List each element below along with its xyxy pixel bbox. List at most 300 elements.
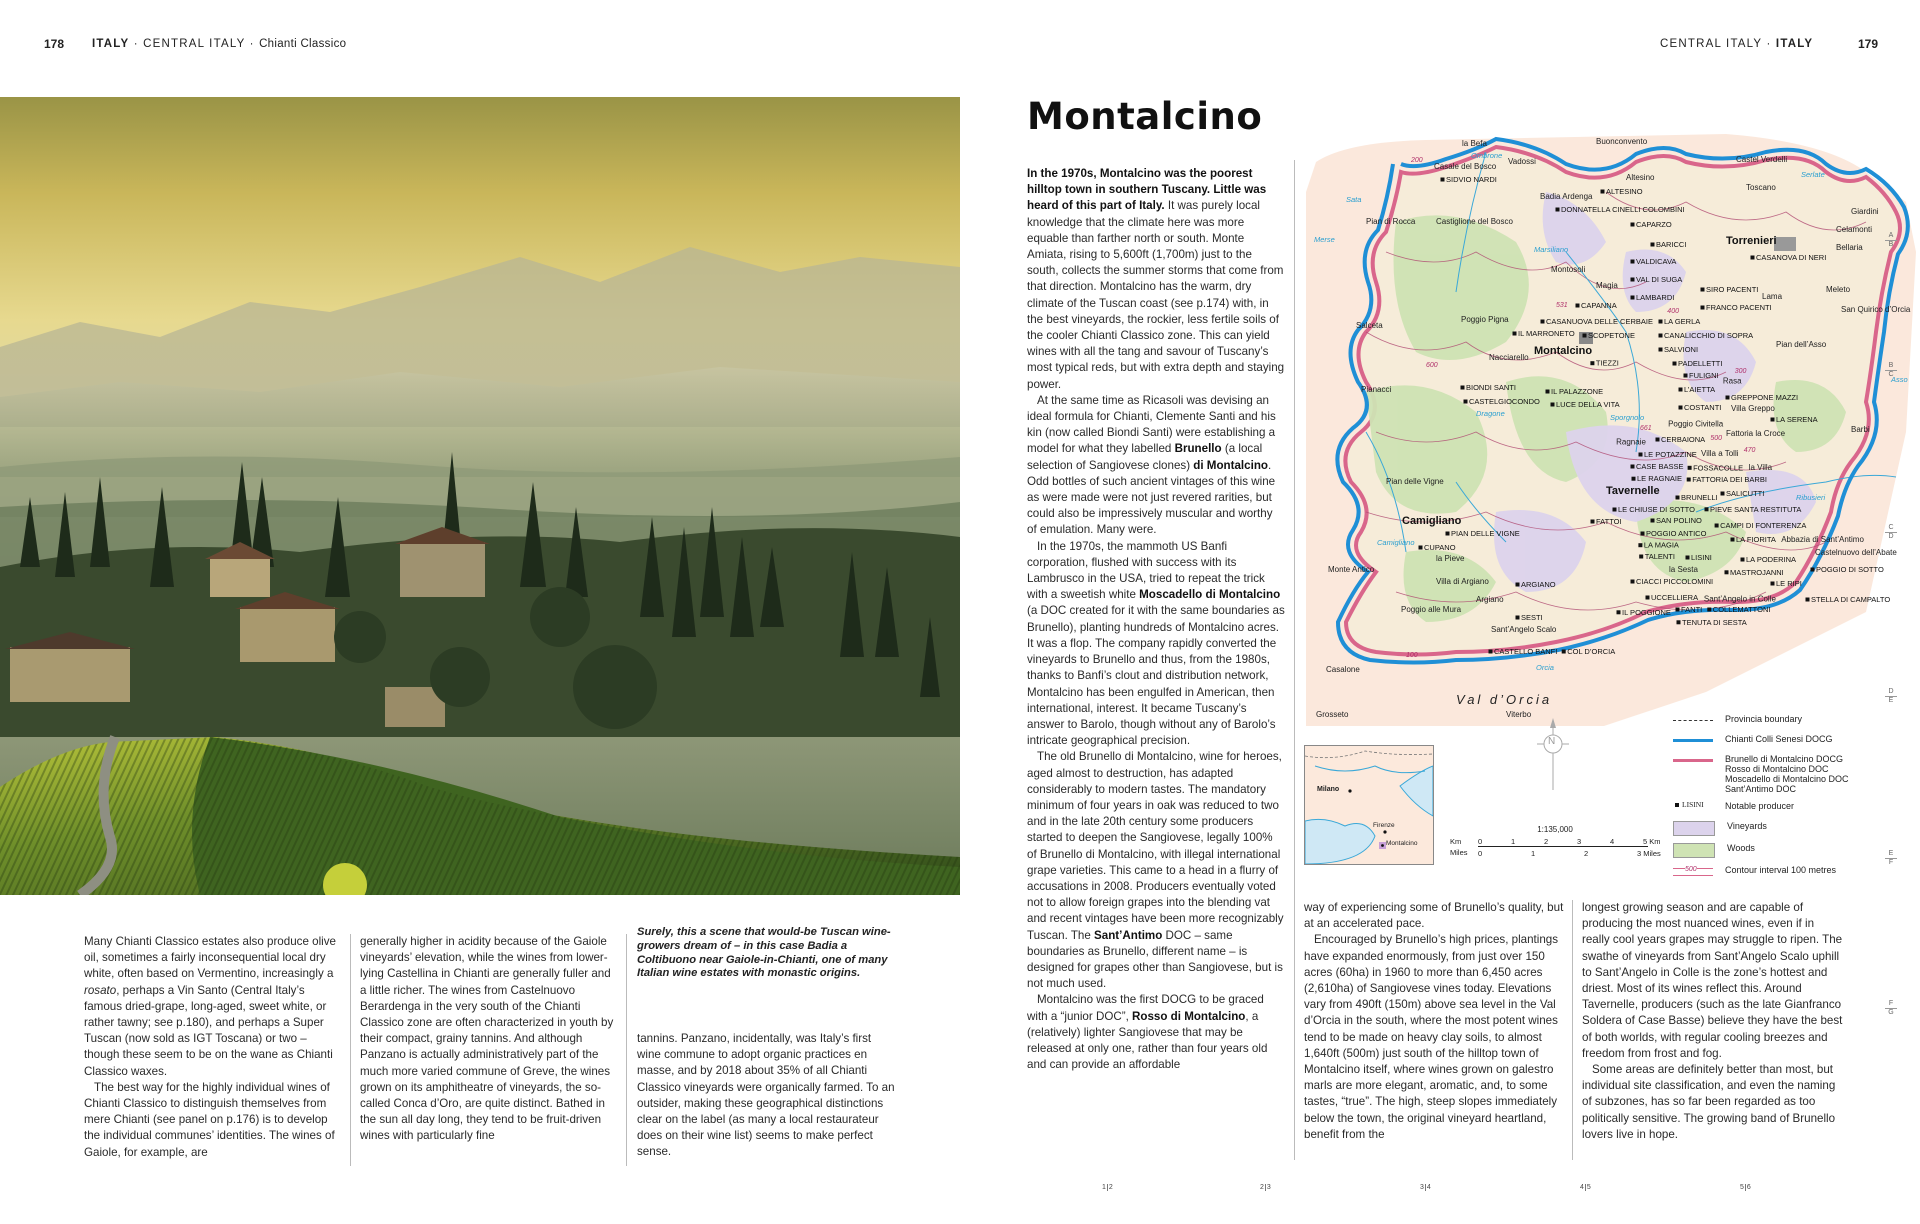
producer-label: TIEZZI [1595, 358, 1619, 368]
map-town-label: Poggio alle Mura [1401, 605, 1462, 614]
producer-marker [1811, 568, 1815, 572]
map-grid-edge-marker [1885, 850, 1897, 867]
map-town-label: Magia [1596, 281, 1618, 290]
bold-run: Sant’Antimo [1094, 928, 1163, 942]
producer-marker [1631, 296, 1635, 300]
body-paragraph [637, 1031, 895, 1161]
producer-label: SALICUTTI [1726, 489, 1765, 498]
legend-swatch-chianti [1673, 734, 1713, 747]
grid-number-right: 6 [1746, 1184, 1751, 1191]
map-town-label: Sant’Angelo Scalo [1491, 625, 1557, 634]
map-town-label: Castelnuovo dell’Abate [1815, 547, 1897, 557]
legend-item-chianti [1673, 734, 1913, 747]
river-label: Orcia [1536, 663, 1554, 672]
producer-marker [1676, 496, 1680, 500]
text-run: generally higher in acidity because of the Gaiole vineyards’ elevation, while the wines from lower-lying Castellina in Chianti are generally fuller and a little richer. The wines from Castelnuovo Berardenga in the very south of the Chianti Classico zone are often characterized in youth by their compact, grainy tannins. And although Panzano is actually administratively part of the much more varied commune of Greve, the wines grown on its amphitheatre of vineyards, the so-called Conca d’Oro, are quite distinct. Bathed in the sun all day long, they tend to be fruit-driven wines with particularly fine [360, 935, 614, 1143]
map-town-label: Villa Greppo [1731, 404, 1775, 413]
body-paragraph [1582, 900, 1844, 1062]
runhead-section: Chianti Classico [259, 38, 347, 50]
scale-km-tick: 1 [1511, 837, 1516, 846]
producer-label: COLLEMATTONI [1712, 605, 1771, 614]
producer-label: LAMBARDI [1636, 293, 1675, 302]
producer-label: LUCE DELLA VITA [1556, 400, 1620, 409]
map-town-label: Casalone [1326, 665, 1360, 674]
producer-marker [1489, 650, 1493, 654]
grid-number-right: 4 [1426, 1184, 1431, 1191]
grid-letter-top: C [1888, 524, 1894, 531]
producer-marker [1687, 478, 1691, 482]
map-town-label: Villa a Tolli [1701, 449, 1739, 458]
producer-marker [1631, 580, 1635, 584]
legend-item-provincia [1673, 714, 1913, 727]
map-town-label: Lama [1762, 292, 1783, 302]
text-run: (a local selection of Sangiovese clones) [1027, 442, 1263, 472]
producer-label: LE CHIUSE DI SOTTO [1618, 505, 1695, 514]
producer-label: LA GERLA [1664, 317, 1701, 326]
legend-label: Sant’Antimo DOC [1725, 784, 1797, 794]
producer-marker [1617, 610, 1621, 614]
body-paragraph [1027, 393, 1285, 539]
producer-marker [1659, 320, 1663, 324]
producer-label: TENUTA DI SESTA [1682, 617, 1747, 627]
legend-label: Chianti Colli Senesi DOCG [1725, 734, 1833, 744]
producer-label: LE POTAZZINE [1644, 450, 1697, 459]
producer-label: CANALICCHIO DI SOPRA [1664, 331, 1754, 340]
legend-label: Notable producer [1725, 801, 1795, 811]
producer-marker [1613, 508, 1617, 512]
map-grid-edge-marker [1885, 688, 1897, 705]
right-column-1 [1027, 166, 1285, 1073]
producer-label: SESTI [1521, 613, 1543, 622]
producer-marker [1639, 453, 1643, 457]
producer-label: BIONDI SANTI [1466, 383, 1517, 392]
producer-label: VAL DI SUGA [1636, 275, 1683, 284]
map-grid-edge-marker [1885, 362, 1897, 379]
map-town-label: Celamonti [1836, 225, 1873, 234]
producer-label: DONNATELLA CINELLI COLOMBINI [1561, 205, 1685, 214]
producer-label: CAPANNA [1581, 301, 1617, 310]
grid-letter-bottom: D [1885, 532, 1897, 541]
producer-label: CASE BASSE [1636, 462, 1684, 471]
producer-marker [1551, 403, 1555, 407]
map-town-label: Altesino [1626, 173, 1655, 182]
grid-letter-bottom: C [1885, 370, 1897, 379]
river-label: Sporgnolo [1610, 412, 1645, 422]
map-legend [1673, 714, 1913, 885]
legend-swatch-vineyards [1673, 821, 1715, 836]
map-town-label: Ragnaie [1616, 437, 1646, 447]
map-town-label: Rasa [1722, 376, 1742, 386]
river-label: Ombrone [1471, 151, 1503, 160]
producer-marker [1590, 361, 1594, 365]
legend-label: Woods [1727, 843, 1755, 853]
scale-line [1478, 846, 1648, 847]
grid-letter-bottom: F [1885, 858, 1897, 867]
producer-marker [1771, 582, 1775, 586]
bold-run: Moscadello di Montalcino [1139, 588, 1281, 602]
text-run: Montalcino was the first DOCG to be graced with a “junior DOC”, [1027, 993, 1264, 1023]
bold-run: Brunello [1174, 442, 1222, 456]
body-paragraph [360, 934, 618, 1145]
grid-number-right: 5 [1586, 1184, 1591, 1191]
left-column-2 [360, 934, 618, 1145]
river-label: Sata [1346, 195, 1362, 204]
map-grid-bottom-marker [1580, 1184, 1591, 1191]
producer-label: ARGIANO [1521, 580, 1556, 589]
map-grid-edge-marker [1885, 232, 1897, 249]
producer-marker [1715, 524, 1719, 528]
producer-marker [1601, 190, 1605, 194]
producer-label: PADELLETTI [1678, 359, 1723, 368]
producer-label: CIACCI PICCOLOMINI [1636, 577, 1714, 586]
producer-marker [1556, 208, 1560, 212]
body-paragraph [1582, 1062, 1844, 1143]
body-paragraph [84, 934, 342, 1080]
locator-inset-map [1304, 745, 1434, 865]
map-town-label: Nacciarello [1489, 353, 1529, 362]
producer-marker [1441, 178, 1445, 182]
producer-marker [1659, 348, 1663, 352]
scale-mile-tick: 3 Miles [1637, 849, 1661, 858]
producer-marker [1516, 616, 1520, 620]
producer-label: LA SERENA [1776, 415, 1818, 424]
right-column-2 [1304, 900, 1566, 1143]
map-town-label: Giardini [1851, 207, 1879, 216]
grid-letter-bottom: G [1885, 1008, 1897, 1017]
map-town-label: Pian delle Vigne [1386, 477, 1444, 486]
producer-marker [1631, 278, 1635, 282]
text-run: DOC – same boundaries as Brunello, different name – is designed for grapes other than Sangiovese, but is not much used. [1027, 928, 1283, 991]
producer-marker [1513, 332, 1517, 336]
producer-marker [1679, 388, 1683, 392]
map-town-label: Salceta [1356, 321, 1383, 330]
column-rule [1294, 160, 1295, 1160]
map-town-label: la Pieve [1436, 554, 1465, 563]
producer-marker [1646, 596, 1650, 600]
producer-marker [1651, 243, 1655, 247]
text-run: (a DOC created for it with the same boundaries as Brunello), planting hundreds of Montalcino acres. It was a flop. The company rapidly converted the vineyards to Brunello and thus, from the 1980s, thanks to Banfi’s clout and distribution network, Montalcino has been engulfed in American, then international, interest. It became Tuscany’s answer to Barolo, though without any of Barolo’s intricate geographical precision. [1027, 604, 1285, 748]
text-run: , a (relatively) lighter Sangiovese that may be released at only one, rather than four years old and can provide an affordable [1027, 1009, 1268, 1072]
runhead-separator: · [1762, 38, 1776, 50]
legend-label: Rosso di Montalcino DOC [1725, 764, 1829, 774]
map-town-label: Vadossi [1508, 157, 1536, 166]
legend-item-producer [1673, 801, 1913, 814]
legend-item-brunello [1673, 754, 1913, 794]
grid-number-left: 3 [1420, 1184, 1424, 1191]
producer-label: POGGIO DI SOTTO [1816, 565, 1884, 574]
map-grid-bottom-marker [1102, 1184, 1113, 1191]
producer-label: FATTORIA DEI BARBI [1692, 475, 1767, 484]
grid-letter-top: F [1888, 1000, 1894, 1007]
left-running-head [92, 38, 346, 50]
text-run: At the same time as Ricasoli was devising an ideal formula for Chianti, Clemente Santi and his kin (now called Biondi Santi) were establishing a model for what they labelled [1027, 393, 1276, 456]
river-label: Asso [1891, 375, 1908, 384]
map-scale-bar [1450, 825, 1660, 859]
producer-marker [1591, 520, 1595, 524]
map-town-label: Poggio Pigna [1461, 315, 1509, 324]
producer-label: LE RIPI [1776, 579, 1802, 588]
map-town-label: Poggio Civitella [1668, 419, 1724, 429]
producer-label: CASTELLO BANFI [1494, 647, 1558, 656]
producer-marker [1673, 362, 1677, 366]
map-grid-bottom-marker [1420, 1184, 1431, 1191]
scale-mile-tick: 2 [1584, 849, 1589, 858]
producer-marker [1631, 260, 1635, 264]
bold-run: di Montalcino [1193, 458, 1268, 472]
page-title: Montalcino [1027, 95, 1263, 138]
producer-marker [1639, 555, 1643, 559]
legend-item-contour [1673, 865, 1913, 878]
producer-label: GREPPONE MAZZI [1731, 393, 1799, 402]
text-run: It was purely local knowledge that the climate here was more equable than farther north or south. Monte Amiata, rising to 5,600ft (1,700m) just to the south, collects the summer storms that come from that direction. Montalcino has the warm, dry climate of the Tuscan coast (see p.174) with, in the best vineyards, the rockier, less fertile soils of the cooler Chianti Classico zone. This can yield wines with all the tang and savour of Tuscany’s most typical reds, but with extra depth and staying power. [1027, 199, 1285, 391]
contour-value: 100 [1406, 652, 1418, 659]
producer-label: FATTOI [1596, 517, 1622, 526]
map-town-label: Argiano [1476, 595, 1504, 604]
legend-label: Contour interval 100 metres [1725, 865, 1837, 875]
legend-swatch-producer [1673, 801, 1713, 814]
map-grid-edge-marker [1885, 524, 1897, 541]
producer-label: CUPANO [1424, 543, 1456, 552]
legend-item-woods [1673, 843, 1913, 858]
producer-label: POGGIO ANTICO [1646, 529, 1707, 538]
map-town-label: Meleto [1826, 285, 1851, 294]
producer-label: CASANUOVA DELLE CERBAIE [1546, 317, 1653, 326]
producer-label: FANTI [1681, 605, 1703, 614]
map-town-label: Buonconvento [1596, 137, 1648, 146]
map-town-label: Viterbo [1506, 710, 1532, 719]
scale-km-tick: 4 [1610, 837, 1615, 846]
map-town-label: Fattoria la Croce [1726, 429, 1786, 438]
map-town-label: Grosseto [1316, 710, 1349, 719]
map-town-label: Castel Verdelli [1736, 155, 1788, 164]
scale-miles-label: Miles [1450, 848, 1468, 857]
producer-marker [1641, 532, 1645, 536]
inset-label-milano: Milano [1317, 786, 1340, 793]
map-town-label: Toscano [1746, 183, 1776, 192]
legend-producer-sample: LISINI [1682, 800, 1704, 809]
producer-label: SCOPETONE [1588, 331, 1635, 340]
producer-label: COSTANTI [1684, 403, 1722, 412]
body-paragraph [1027, 166, 1285, 393]
right-column-3 [1582, 900, 1844, 1143]
map-town-major: Montalcino [1534, 345, 1593, 357]
scale-km-tick: 2 [1544, 837, 1549, 846]
legend-label: Moscadello di Montalcino DOC [1725, 774, 1849, 784]
legend-contour-sample: 500 [1685, 866, 1697, 873]
map-town-label: San Quirico d’Orcia [1841, 305, 1911, 314]
compass-rose [1533, 716, 1573, 792]
map-town-label: Pian di Rocca [1366, 217, 1416, 226]
text-run: , perhaps a Vin Santo (Central Italy’s famous dried-grape, long-aged, sweet white, or rather tawny; see p.180), and perhaps a Super Tuscan (now sold as IGT Toscana) or two – though these seem to be on the wane as Chianti Classico waxes. [84, 983, 333, 1078]
body-paragraph [1027, 992, 1285, 1073]
map-grid-bottom-marker [1260, 1184, 1271, 1191]
producer-marker [1688, 466, 1692, 470]
legend-label: Brunello di Montalcino DOCG [1725, 754, 1844, 764]
scale-mile-tick: 0 [1478, 849, 1483, 858]
runhead-separator: · [129, 38, 144, 50]
legend-label: Vineyards [1727, 821, 1767, 831]
contour-value: 470 [1743, 446, 1756, 454]
scale-mile-tick: 1 [1531, 849, 1536, 858]
grid-letter-top: D [1888, 688, 1894, 695]
producer-label: SAN POLINO [1656, 516, 1702, 525]
map-town-label: la Villa [1748, 463, 1773, 473]
map-grid-edge-marker [1885, 1000, 1897, 1017]
producer-label: COL D’ORCIA [1567, 647, 1616, 656]
map-town-label: Pian dell’Asso [1776, 340, 1827, 349]
producer-marker [1461, 386, 1465, 390]
body-paragraph [84, 1080, 342, 1161]
producer-label: IL PALAZZONE [1551, 387, 1604, 396]
producer-marker [1684, 374, 1688, 378]
column-rule [626, 934, 627, 1166]
producer-marker [1726, 396, 1730, 400]
map-town-label: Badia Ardenga [1540, 192, 1593, 202]
contour-value: 300 [1734, 368, 1747, 375]
producer-label: UCCELLIERA [1651, 593, 1699, 602]
scale-km-label: Km [1450, 837, 1462, 846]
grid-letter-top: A [1888, 232, 1894, 239]
legend-swatch-woods [1673, 843, 1715, 858]
runhead-region: CENTRAL ITALY [143, 38, 246, 50]
producer-label: IL MARRONETO [1518, 329, 1575, 338]
producer-label: ALTESINO [1606, 187, 1643, 196]
producer-label: IL POGGIONE [1622, 607, 1671, 617]
compass-north-label: N [1548, 736, 1556, 747]
map-town-major: Torrenieri [1726, 235, 1777, 247]
right-running-head [1660, 38, 1813, 50]
runhead-country: ITALY [1775, 38, 1814, 50]
right-page-number: 179 [1858, 37, 1879, 51]
producer-label: LE RAGNAIE [1637, 474, 1683, 484]
grid-letter-top: E [1888, 850, 1894, 857]
producer-label: PIEVE SANTA RESTITUTA [1710, 504, 1802, 514]
body-paragraph [1304, 932, 1566, 1143]
producer-label: CASANOVA DI NERI [1756, 253, 1827, 262]
river-label: Camigliano [1377, 537, 1415, 547]
producer-label: PIAN DELLE VIGNE [1451, 529, 1520, 538]
runhead-region: CENTRAL ITALY [1660, 38, 1763, 50]
photo-caption: Surely, this a scene that would-be Tuscan wine-growers dream of – in this case Badia a Coltibuono near Gaiole-in-Chianti, one of many Italian wine estates with monastic origins. [637, 926, 891, 980]
producer-label: STELLA DI CAMPALTO [1811, 595, 1891, 604]
legend-swatch-contour [1673, 865, 1713, 878]
producer-marker [1721, 492, 1725, 496]
producer-marker [1464, 400, 1468, 404]
contour-value: 661 [1640, 424, 1652, 432]
producer-marker [1731, 538, 1735, 542]
column-rule [1572, 900, 1573, 1160]
text-run: Some areas are definitely better than most, but individual site classification, and even the naming of subzones, has so far been regarded as too politically sensitive. The growing band of Brunello lovers live in hope. [1582, 1063, 1836, 1141]
producer-marker [1576, 304, 1580, 308]
grid-letter-bottom: E [1885, 696, 1897, 705]
map-town-label: Montosoli [1551, 265, 1586, 274]
producer-label: LISINI [1691, 553, 1712, 562]
bold-run: In the 1970s, Montalcino was the poorest hilltop town in southern Tuscany. Little was heard of this part of Italy. [1027, 167, 1267, 213]
region-label-val-dorcia: Val d’Orcia [1456, 692, 1553, 707]
map-town-label: Villa di Argiano [1436, 577, 1489, 586]
text-run: In the 1970s, the mammoth US Banfi corporation, flushed with success with its Lambrusco in the USA, tried to repeat the trick with a sweetish white [1027, 539, 1265, 602]
tuscan-hillside-estate-photo [0, 97, 960, 895]
producer-marker [1676, 608, 1680, 612]
producer-label: FULIGNI [1689, 371, 1719, 380]
producer-marker [1725, 570, 1729, 574]
producer-marker [1659, 334, 1663, 338]
contour-value: 531 [1556, 302, 1568, 309]
legend-swatch-brunello [1673, 754, 1713, 767]
grid-number-left: 2 [1260, 1184, 1264, 1191]
producer-label: BARICCI [1656, 240, 1687, 249]
producer-marker [1751, 256, 1755, 260]
producer-marker [1705, 507, 1709, 511]
producer-label: VALDICAVA [1636, 257, 1677, 266]
runhead-country: ITALY [92, 38, 130, 50]
producer-marker [1686, 556, 1690, 560]
column-rule [350, 934, 351, 1166]
text-run: Encouraged by Brunello’s high prices, plantings have expanded enormously, from just over 150 acres (60ha) in 1960 to more than 6,450 acres (2,610ha) of Sangiovese vines today. Elevations vary from 490ft (150m) above sea level in the Val d’Orcia in the south, where the most potent wines tend to be made on heavy clay soils, to almost 1,640ft (500m) just south of the hilltop town of Montalcino itself, where wines grown on galestro marls are more elegant, aromatic, and, to some tastes, “true”. The high, steep slopes immediately below the town, the original vineyard heartland, benefit from the [1304, 933, 1559, 1141]
producer-marker [1638, 543, 1642, 547]
producer-label: LA MAGIA [1643, 540, 1679, 550]
runhead-separator: · [245, 38, 260, 50]
text-run: longest growing season and are capable of producing the most nuanced wines, even if in really cool years grapes may struggle to ripen. The swathe of vineyards from Sant’Angelo Scalo uphill to Sant’Angelo in Colle is the zone’s hottest and driest. Most of its wines reflect this. Around Tavernelle, producers (such as the late Gianfranco Soldera of Case Basse) believe they have the best of both worlds, with regular cooling breezes and freedom from frost and fog. [1582, 901, 1843, 1060]
producer-marker [1546, 390, 1550, 394]
producer-marker [1562, 650, 1566, 654]
producer-marker [1701, 306, 1705, 310]
producer-label: CAPARZO [1636, 220, 1672, 229]
body-paragraph [1027, 539, 1285, 750]
text-run: The best way for the highly individual wines of Chianti Classico to distinguish themselves from mere Chianti (see panel on p.176) is to develop the individual communes’ identities. The wines of Gaiole, for example, are [84, 1080, 335, 1159]
producer-label: LA PODERINA [1746, 555, 1797, 564]
scale-ratio: 1:135,000 [1537, 825, 1573, 834]
left-column-3 [637, 1031, 895, 1161]
legend-swatch-provincia [1673, 714, 1713, 727]
producer-marker [1677, 620, 1681, 624]
map-town-label: Abbazia di Sant’Antimo [1781, 535, 1864, 544]
producer-marker [1806, 598, 1810, 602]
producer-label: SALVIONI [1664, 345, 1699, 354]
river-label: Dragone [1476, 409, 1505, 418]
river-label: Ribusieri [1796, 493, 1826, 502]
producer-label: TALENTI [1644, 552, 1675, 561]
producer-marker [1419, 546, 1423, 550]
river-label: Merse [1314, 235, 1335, 244]
text-run: The old Brunello di Montalcino, wine for heroes, aged almost to destruction, has adapted considerably to modern tastes. The mandatory minimum of four years in oak was reduced to two and in the late 20th century some producers started to deepen the Sangiovese, legally 100% of Brunello di Montalcino, with illegal international grape varieties. This came to a head in a flurry of accusations in 2008. Producers eventually voted not to allow foreign grapes into the blending vat and recent vintages have been more recognizably Tuscan. The [1027, 750, 1284, 942]
producer-label: MASTROJANNI [1730, 567, 1784, 577]
contour-value: 500 [1710, 435, 1723, 443]
map-town-label: Casale del Bosco [1434, 162, 1497, 172]
contour-value: 400 [1667, 308, 1679, 315]
map-town-label: Barbi [1851, 425, 1870, 434]
inset-label-firenze: Firenze [1373, 822, 1395, 829]
legend-label: Provincia boundary [1725, 714, 1803, 724]
producer-marker [1516, 583, 1520, 587]
producer-marker [1631, 223, 1635, 227]
text-run: Many Chianti Classico estates also produce olive oil, sometimes a fairly inconsequential local dry white, often based on Vermentino, increasingly a [84, 935, 336, 981]
producer-marker [1631, 465, 1635, 469]
grid-number-left: 1 [1102, 1184, 1106, 1191]
left-page-number: 178 [44, 37, 65, 51]
grid-number-left: 5 [1740, 1184, 1744, 1191]
scale-km-tick: 3 [1577, 837, 1582, 846]
producer-marker [1679, 406, 1683, 410]
producer-marker [1446, 532, 1450, 536]
producer-marker [1701, 288, 1705, 292]
map-town-label: Pianacci [1361, 385, 1392, 394]
producer-marker [1656, 438, 1660, 442]
producer-marker [1632, 477, 1636, 481]
grid-number-right: 2 [1108, 1184, 1113, 1191]
producer-label: CERBAIONA [1661, 435, 1706, 444]
inset-label-montalcino: Montalcino [1386, 840, 1418, 847]
